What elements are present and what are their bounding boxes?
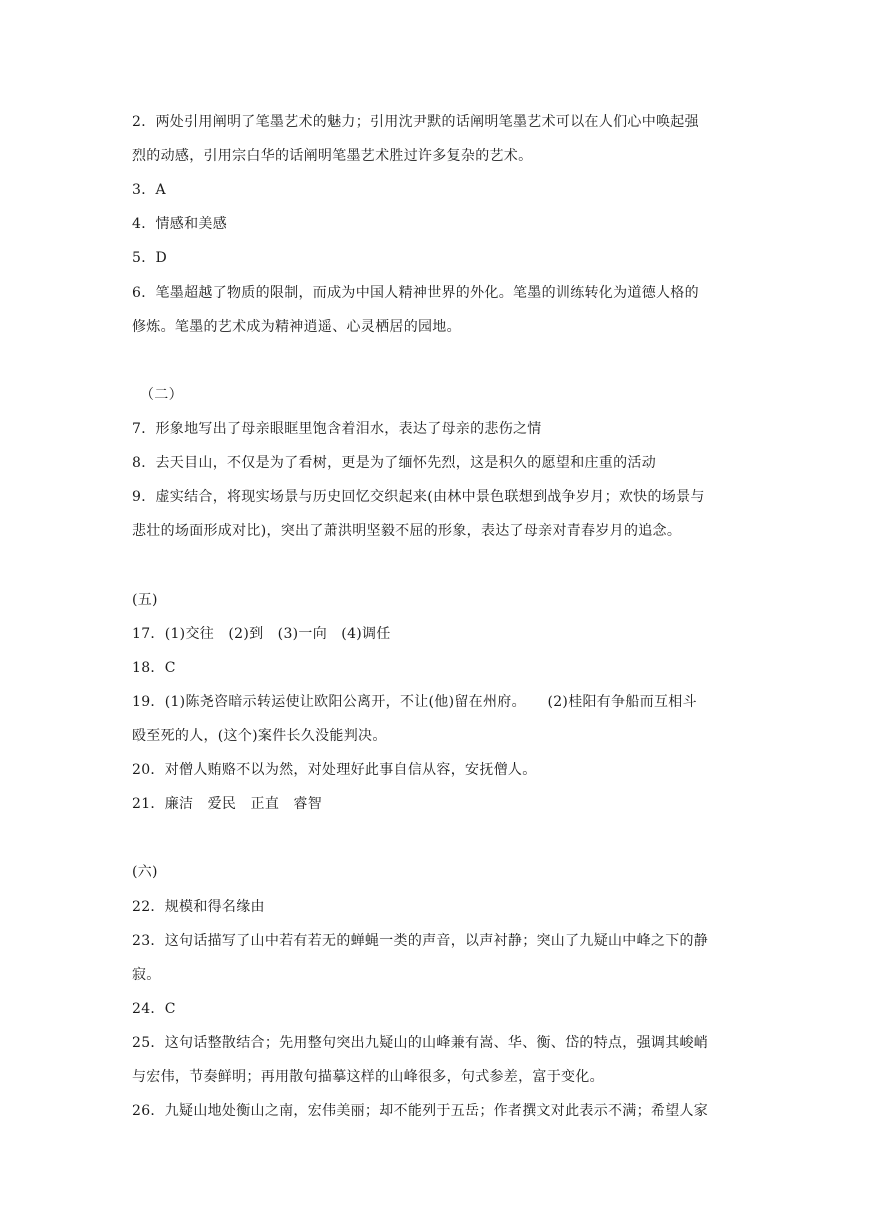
- answer-23-line-2: 寂。: [132, 967, 161, 983]
- answer-20: 20．对僧人贿赂不以为然，对处理好此事自信从容，安抚僧人。: [132, 762, 537, 778]
- answer-19-line-2: 殴至死的人，(这个)案件长久没能判决。: [132, 728, 387, 744]
- answer-23-line-1: 23．这句话描写了山中若有若无的蝉蝇一类的声音，以声衬静；突山了九疑山中峰之下的静: [132, 933, 709, 949]
- answer-25-line-2: 与宏伟，节奏鲜明；再用散句描摹这样的山峰很多，句式参差，富于变化。: [132, 1069, 604, 1085]
- answer-26-line-1: 26．九疑山地处衡山之南，宏伟美丽；却不能列于五岳；作者撰文对此表示不满；希望人家: [132, 1103, 709, 1119]
- answer-5: 5．D: [132, 250, 168, 266]
- answer-2-line-2: 烈的动感，引用宗白华的话阐明笔墨艺术胜过许多复杂的艺术。: [132, 148, 533, 164]
- section-heading-6: (六): [132, 864, 158, 880]
- answer-18: 18．C: [132, 660, 176, 676]
- answer-6-line-2: 修炼。笔墨的艺术成为精神逍遥、心灵栖居的园地。: [132, 319, 461, 335]
- answer-24: 24．C: [132, 1001, 176, 1017]
- answer-22: 22．规模和得名缘由: [132, 899, 265, 915]
- answer-25-line-1: 25．这句话整散结合；先用整句突出九疑山的山峰兼有嵩、华、衡、岱的特点，强调其峻峭: [132, 1035, 709, 1051]
- answer-6-line-1: 6．笔墨超越了物质的限制，而成为中国人精神世界的外化。笔墨的训练转化为道德人格的: [132, 285, 699, 301]
- answer-17: 17．(1)交往 (2)到 (3)一向 (4)调任: [132, 626, 391, 642]
- answer-19-line-1: 19．(1)陈尧咨暗示转运使让欧阳公离开，不让(他)留在州府。 (2)桂阳有争船而互相斗: [132, 694, 697, 710]
- section-heading-2: （二）: [140, 387, 183, 403]
- answer-9-line-1: 9．虚实结合，将现实场景与历史回忆交织起来(由林中景色联想到战争岁月；欢快的场景与: [132, 489, 705, 505]
- answer-8: 8．去天目山，不仅是为了看树，更是为了缅怀先烈，这是积久的愿望和庄重的活动: [132, 455, 657, 471]
- answer-2-line-1: 2．两处引用阐明了笔墨艺术的魅力；引用沈尹默的话阐明笔墨艺术可以在人们心中唤起强: [132, 114, 699, 130]
- answer-9-line-2: 悲壮的场面形成对比)，突出了萧洪明坚毅不屈的形象，表达了母亲对青春岁月的追念。: [132, 523, 682, 539]
- answer-3: 3．A: [132, 182, 166, 198]
- answer-21: 21．廉洁 爱民 正直 睿智: [132, 796, 323, 812]
- answer-4: 4．情感和美感: [132, 216, 228, 232]
- answer-7: 7．形象地写出了母亲眼眶里饱含着泪水，表达了母亲的悲伤之情: [132, 421, 542, 437]
- section-heading-5: (五): [132, 592, 158, 608]
